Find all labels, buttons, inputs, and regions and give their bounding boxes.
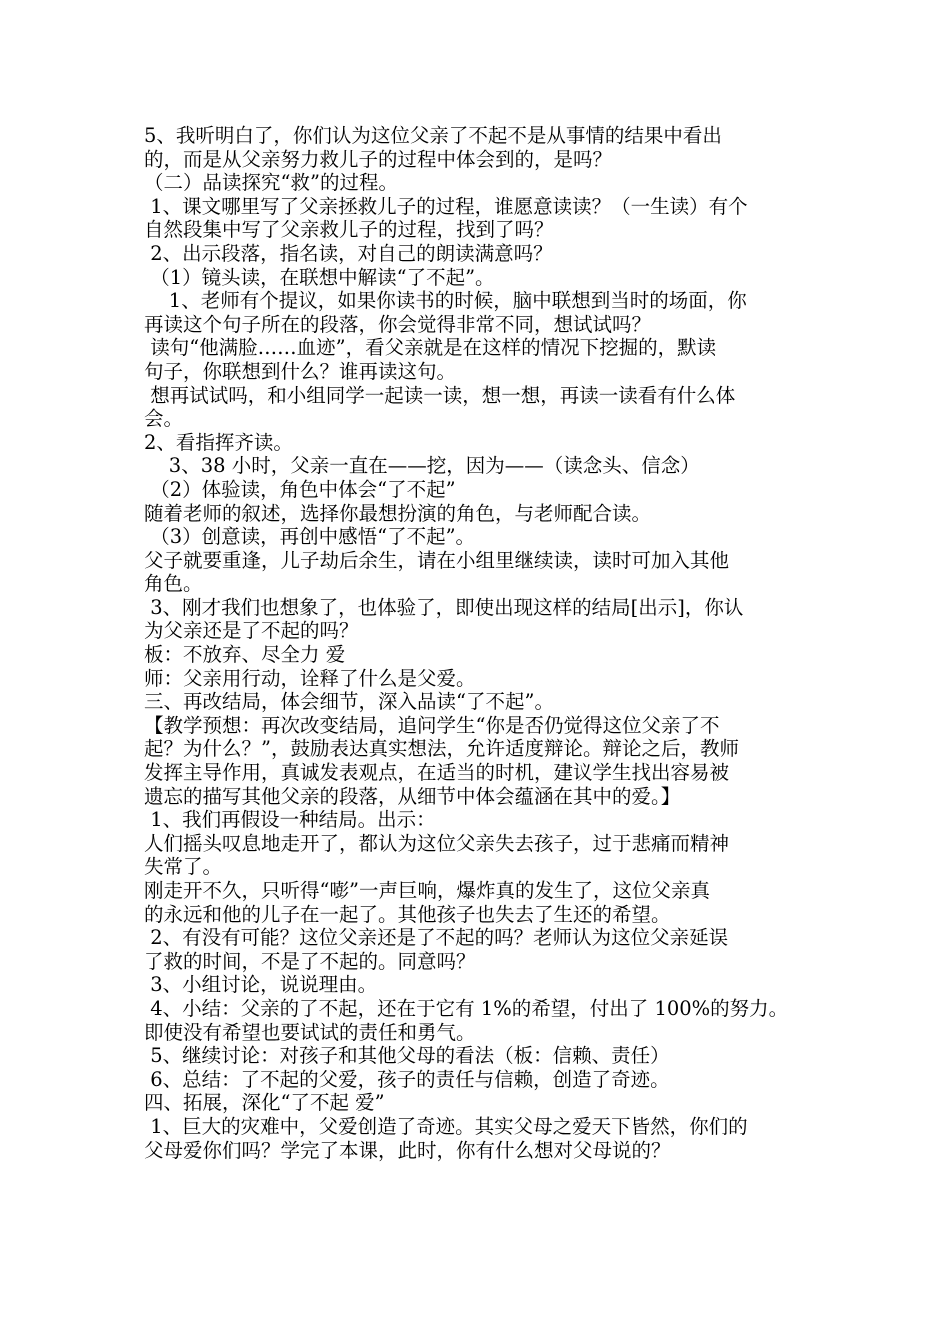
text-line: 四、拓展，深化“了不起 爱” (144, 1091, 385, 1115)
text-line: 2、出示段落，指名读，对自己的朗读满意吗？ (144, 241, 553, 265)
text-line: 的，而是从父亲努力救儿子的过程中体会到的，是吗？ (144, 147, 613, 171)
text-line: （3）创意读，再创中感悟“了不起”。 (144, 525, 476, 549)
text-line: 读句“他满脸……血迹”，看父亲就是在这样的情况下挖掘的，默读 (144, 336, 717, 360)
text-line: 5、我听明白了，你们认为这位父亲了不起不是从事情的结果中看出 (144, 124, 722, 147)
text-line: 3、38 小时，父亲一直在——挖，因为——（读念头、信念） (144, 454, 700, 478)
document-body (144, 124, 824, 1162)
text-line: （1）镜头读，在联想中解读“了不起”。 (144, 265, 495, 289)
text-line: 师：父亲用行动，诠释了什么是父爱。 (144, 666, 476, 690)
text-line: 3、小组讨论，说说理由。 (144, 973, 378, 997)
text-line: 角色。 (144, 572, 203, 596)
text-line: 1、我们再假设一种结局。出示： (144, 808, 436, 832)
text-line: 发挥主导作用，真诚发表观点，在适当的时机，建议学生找出容易被 (144, 761, 730, 785)
text-line: 起？为什么？”，鼓励表达真实想法，允许适度辩论。辩论之后，教师 (144, 737, 739, 761)
text-line: 【教学预想：再次改变结局，追问学生“你是否仍觉得这位父亲了不 (144, 713, 720, 737)
text-line: 1、巨大的灾难中，父爱创造了奇迹。其实父母之爱天下皆然，你们的 (144, 1114, 748, 1138)
text-line: 三、再改结局，体会细节，深入品读“了不起”。 (144, 690, 554, 714)
text-line: 的永远和他的儿子在一起了。其他孩子也失去了生还的希望。 (144, 902, 671, 926)
text-line: 自然段集中写了父亲救儿子的过程，找到了吗？ (144, 218, 554, 242)
text-line: 句子，你联想到什么？谁再读这句。 (144, 359, 457, 383)
text-line: 2、看指挥齐读。 (144, 430, 293, 454)
text-line: 刚走开不久，只听得“嘭”一声巨响，爆炸真的发生了，这位父亲真 (144, 879, 710, 902)
text-line: （2）体验读，角色中体会“了不起” (144, 477, 456, 501)
text-line: 了救的时间，不是了不起的。同意吗？ (144, 949, 476, 973)
text-line: 会。 (144, 407, 184, 431)
text-line: 失常了。 (144, 855, 223, 879)
text-line: 即使没有希望也要试试的责任和勇气。 (144, 1020, 476, 1044)
text-line: 2、有没有可能？这位父亲还是了不起的吗？老师认为这位父亲延误 (144, 926, 729, 950)
text-line: 遗忘的描写其他父亲的段落，从细节中体会蕴涵在其中的爱。】 (144, 784, 681, 808)
text-line: 想再试试吗，和小组同学一起读一读，想一想，再读一读看有什么体 (144, 383, 736, 407)
text-line: 随着老师的叙述，选择你最想扮演的角色，与老师配合读。 (144, 501, 652, 525)
text-line: 5、继续讨论：对孩子和其他父母的看法（板：信赖、责任） (144, 1044, 670, 1068)
text-line: 1、课文哪里写了父亲拯救儿子的过程，谁愿意读读？（一生读）有个 (144, 194, 748, 218)
text-line: 父子就要重逢，儿子劫后余生，请在小组里继续读，读时可加入其他 (144, 548, 730, 572)
text-line: 板：不放弃、尽全力 爱 (144, 643, 346, 667)
text-line: 6、总结：了不起的父爱，孩子的责任与信赖，创造了奇迹。 (144, 1067, 670, 1091)
text-line: 父母爱你们吗？学完了本课，此时，你有什么想对父母说的？ (144, 1138, 671, 1162)
text-line: 再读这个句子所在的段落，你会觉得非常不同，想试试吗？ (144, 312, 652, 336)
text-line: （二）品读探究“救”的过程。 (144, 171, 398, 195)
text-line: 1、老师有个提议，如果你读书的时候，脑中联想到当时的场面，你 (144, 289, 747, 313)
text-line: 为父亲还是了不起的吗？ (144, 619, 359, 643)
text-line: 人们摇头叹息地走开了，都认为这位父亲失去孩子，过于悲痛而精神 (144, 831, 730, 855)
text-line: 3、刚才我们也想象了，也体验了，即使出现这样的结局[出示]，你认 (144, 595, 744, 619)
text-line: 4、小结：父亲的了不起，还在于它有 1%的希望，付出了 100%的努力。 (144, 996, 789, 1020)
